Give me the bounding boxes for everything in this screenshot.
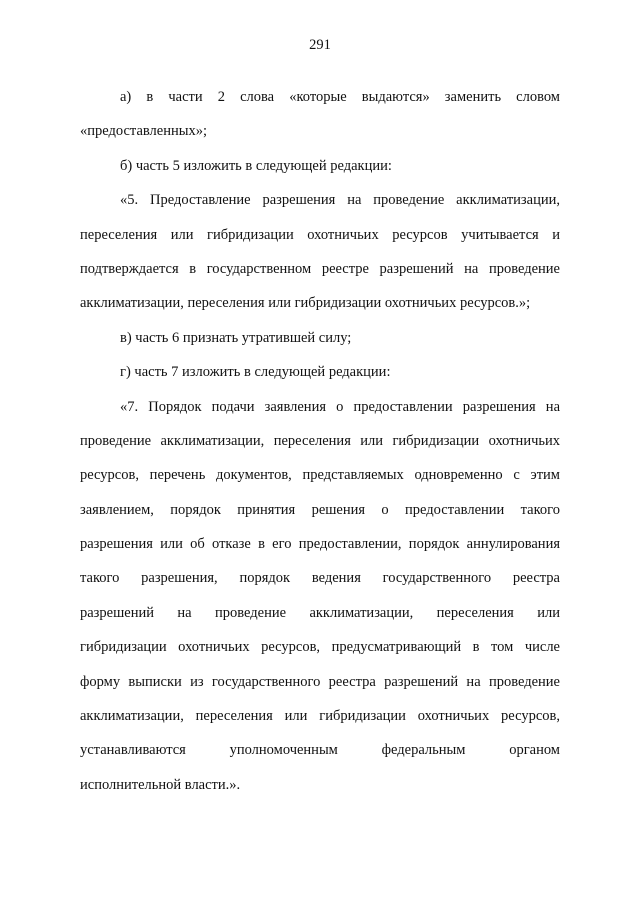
text-line: а) в части 2 слова «которые выдаются» заменить словом — [120, 89, 560, 105]
text-line: разрешения или об отказе в его предоставлении, порядок аннулирования — [80, 536, 560, 553]
text-line: разрешений на проведение акклиматизации, переселения или — [80, 604, 560, 621]
text-line: подтверждается в государственном реестре разрешений на проведение — [80, 260, 560, 277]
document-body — [80, 80, 560, 802]
text-line: устанавливаются уполномоченным федеральным органом — [80, 742, 560, 759]
page-number: 291 — [309, 37, 331, 53]
text-line: «5. Предоставление разрешения на проведение акклиматизации, — [120, 192, 560, 209]
text-line: исполнительной власти.». — [80, 776, 241, 793]
text-line: «7. Порядок подачи заявления о предоставлении разрешения на — [120, 398, 560, 415]
text-line: б) часть 5 изложить в следующей редакции: — [120, 157, 392, 174]
text-line: форму выписки из государственного реестра разрешений на проведение — [80, 673, 560, 690]
text-line: ресурсов, перечень документов, представляемых одновременно с этим — [80, 467, 560, 484]
text-line: проведение акклиматизации, переселения или гибридизации охотничьих — [80, 432, 560, 449]
text-line: акклиматизации, переселения или гибридизации охотничьих ресурсов.»; — [80, 295, 531, 312]
text-line: «предоставленных»; — [80, 123, 207, 140]
text-line: заявлением, порядок принятия решения о предоставлении такого — [80, 501, 560, 518]
text-line: в) часть 6 признать утратившей силу; — [120, 329, 352, 346]
text-line: переселения или гибридизации охотничьих ресурсов учитывается и — [80, 226, 560, 243]
text-line: гибридизации охотничьих ресурсов, предусматривающий в том числе — [80, 639, 560, 656]
text-line: г) часть 7 изложить в следующей редакции: — [120, 364, 391, 381]
text-line: такого разрешения, порядок ведения государственного реестра — [80, 570, 560, 587]
text-line: акклиматизации, переселения или гибридизации охотничьих ресурсов, — [80, 708, 560, 725]
